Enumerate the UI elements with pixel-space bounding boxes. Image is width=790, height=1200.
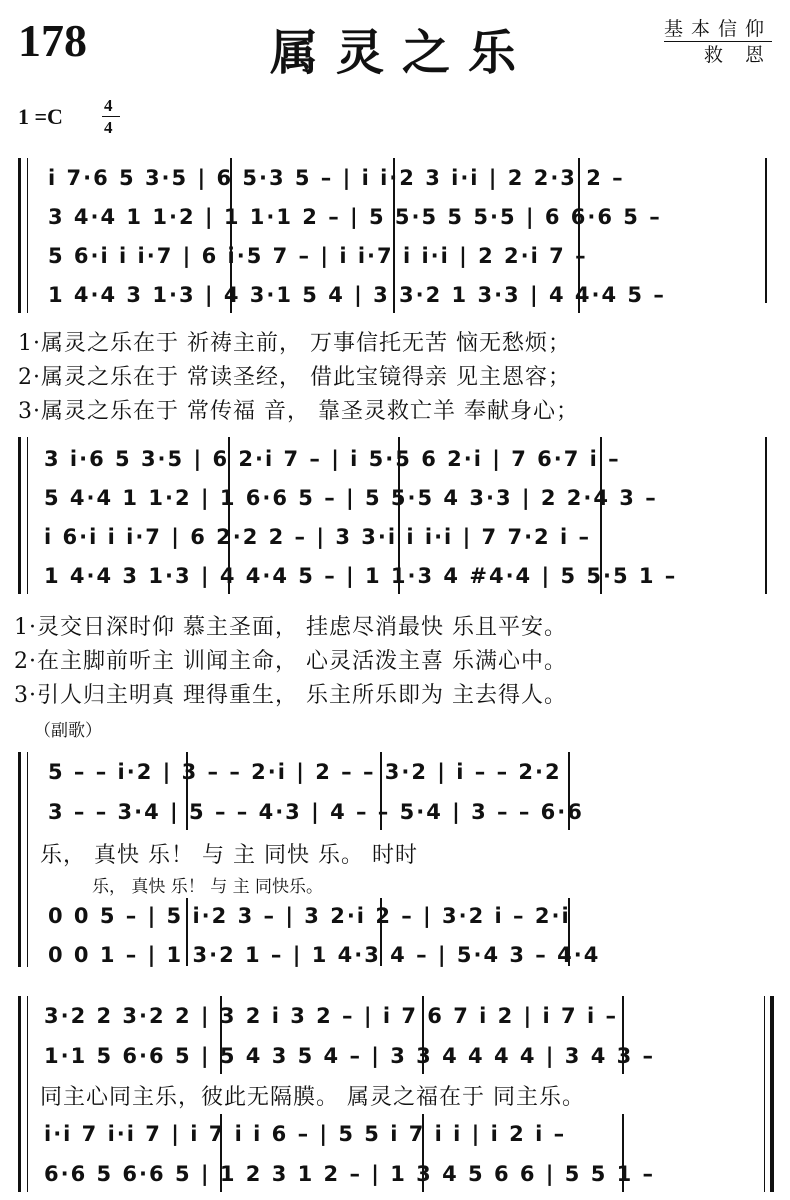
hymn-title: 属灵之乐 (270, 25, 535, 81)
system4-row-upper-1: 3·2 2 3·2 2 | 3 2 i 3 2 – | i 7 6 7 i 2 | i 7 i – (44, 1004, 618, 1028)
system4-row-upper-2: 1·1 5 6·6 5 | 5 4 3 5 4 – | 3 3 4 4 4 4 | 3 4 3 – (44, 1044, 656, 1068)
system4-brace (18, 996, 21, 1192)
chorus-row-upper-2: 3 – – 3·4 | 5 – – 4·3 | 4 – – 5·4 | 3 – – 6·6 (48, 800, 584, 824)
system1-bar-end (765, 158, 767, 303)
system2-row-soprano: 3 i·6 5 3·5 | 6 2·i 7 – | i 5·5 6 2·i | 7 6·7 i – (44, 447, 621, 471)
hymn-number: 178 (18, 15, 87, 66)
system1-row-tenor: 5 6·i i i·7 | 6 i·5 7 – | i i·7 i i·i | 2 2·i 7 – (48, 244, 588, 268)
time-signature-bottom: 4 (104, 118, 113, 137)
system4-start-bar (27, 996, 28, 1192)
system4-lyric: 同主心同主乐，彼此无隔膜。 属灵之福在于 同主乐。 (40, 1085, 585, 1110)
category-bottom: 救 恩 (703, 44, 772, 66)
time-signature-line (102, 116, 120, 117)
chorus-lyric-main: 乐， 真快 乐！ 与 主 同快 乐。 时时 (40, 843, 418, 868)
system2-lyric-verse-2: 2·在主脚前听主 训闻主命， 心灵活泼主喜 乐满心中。 (14, 649, 567, 674)
system2-row-alto: 5 4·4 1 1·2 | 1 6·6 5 – | 5 5·5 4 3·3 | 2 2·4 3 – (44, 486, 658, 510)
system4-final-thin-bar (764, 996, 765, 1192)
system2-lyric-verse-1: 1·灵交日深时仰 慕主圣面， 挂虑尽消最快 乐且平安。 (14, 615, 567, 640)
system1-row-soprano: i 7·6 5 3·5 | 6 5·3 5 – | i i·2 3 i·i | 2 2·3 2 – (48, 166, 625, 190)
chorus-start-bar (27, 752, 28, 967)
chorus-row-lower-1: 0 0 5 – | 5 i·2 3 – | 3 2·i 2 – | 3·2 i – 2·i (48, 904, 571, 928)
system1-lyric-verse-2: 2·属灵之乐在于 常读圣经， 借此宝镜得亲 见主恩容； (18, 365, 571, 390)
chorus-lyric-small: 乐， 真快 乐！ 与 主 同快乐。 (92, 877, 324, 897)
system1-lyric-verse-3: 3·属灵之乐在于 常传福 音， 靠圣灵救亡羊 奉献身心； (18, 399, 579, 424)
time-signature-top: 4 (104, 96, 113, 115)
system1-row-alto: 3 4·4 1 1·2 | 1 1·1 2 – | 5 5·5 5 5·5 | 6 6·6 5 – (48, 205, 662, 229)
category-top: 基本信仰 (664, 14, 772, 42)
system1-start-bar (27, 158, 28, 313)
system1-brace (18, 158, 21, 313)
chorus-label: （副歌） (34, 721, 102, 741)
system1-row-bass: 1 4·4 3 1·3 | 4 3·1 5 4 | 3 3·2 1 3·3 | 4 4·4 5 – (48, 283, 666, 307)
system2-lyric-verse-3: 3·引人归主明真 理得重生， 乐主所乐即为 主去得人。 (14, 683, 567, 708)
system2-brace (18, 437, 21, 594)
key-signature: 1 =C (18, 104, 63, 129)
chorus-row-lower-2: 0 0 1 – | 1 3·2 1 – | 1 4·3 4 – | 5·4 3 – 4·4 (48, 943, 601, 967)
system4-row-lower-1: i·i 7 i·i 7 | i 7 i i 6 – | 5 5 i 7 i i | i 2 i – (44, 1122, 567, 1146)
system2-row-tenor: i 6·i i i·7 | 6 2·2 2 – | 3 3·i i i·i | 7 7·2 i – (44, 525, 591, 549)
chorus-brace (18, 752, 21, 967)
system2-bar-end (765, 437, 767, 594)
system2-start-bar (27, 437, 28, 594)
system2-row-bass: 1 4·4 3 1·3 | 4 4·4 5 – | 1 1·3 4 #4·4 | 5 5·5 1 – (44, 564, 678, 588)
system1-lyric-verse-1: 1·属灵之乐在于 祈祷主前， 万事信托无苦 恼无愁烦； (18, 331, 571, 356)
chorus-row-upper-1: 5 – – i·2 | 3 – – 2·i | 2 – – 3·2 | i – – 2·2 (48, 760, 562, 784)
system4-row-lower-2: 6·6 5 6·6 5 | 1 2 3 1 2 – | 1 3 4 5 6 6 | 5 5 1 – (44, 1162, 656, 1186)
system4-final-thick-bar (770, 996, 774, 1192)
